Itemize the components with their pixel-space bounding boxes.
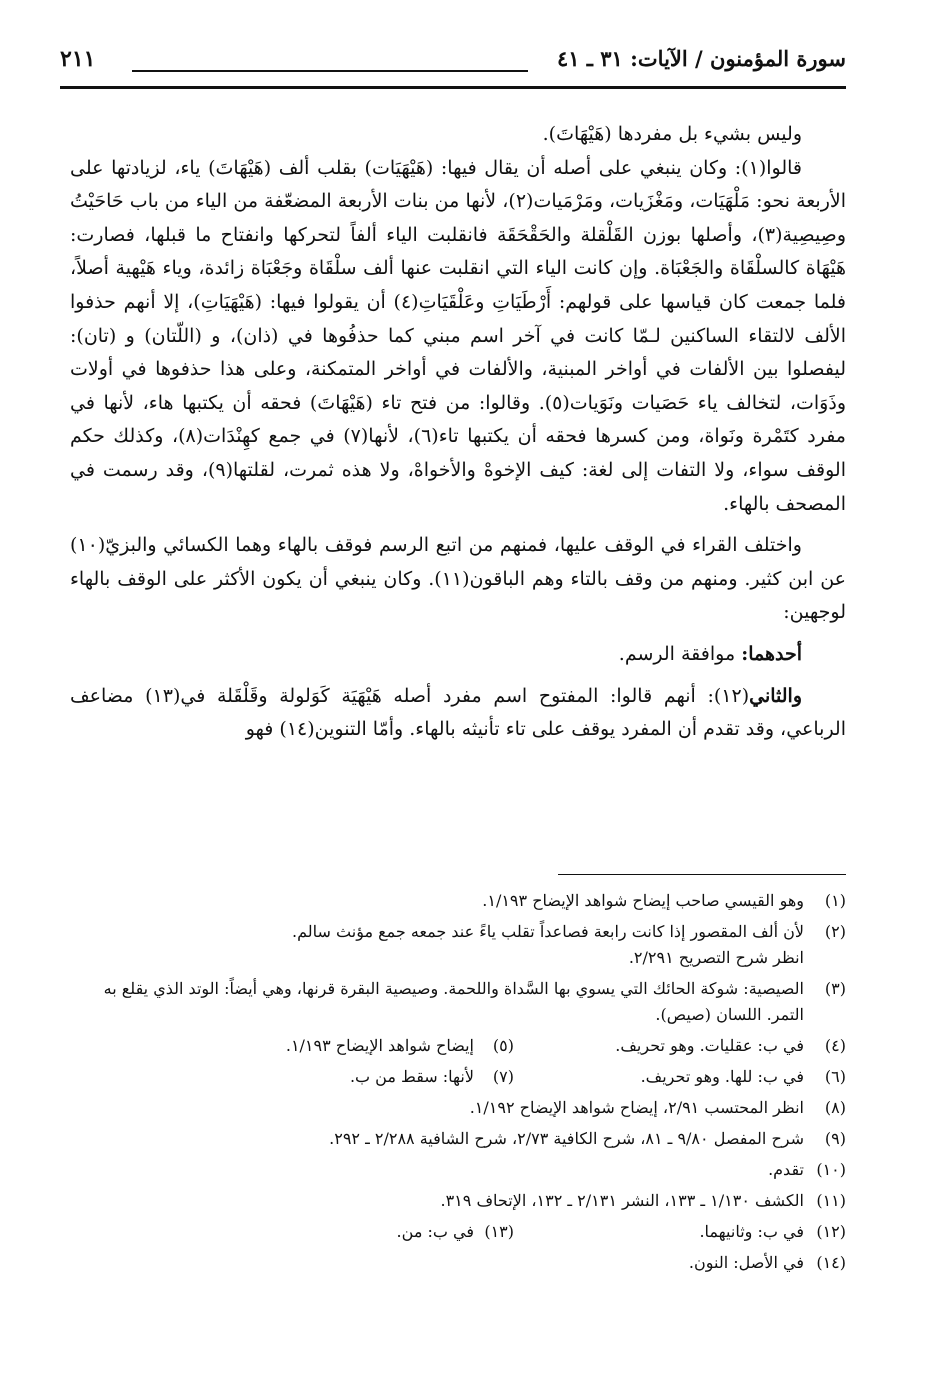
footnotes — [70, 888, 846, 1281]
footnote — [70, 888, 846, 914]
footnote — [70, 919, 846, 971]
footnote-text: في ب: وثانيهما. — [699, 1222, 804, 1241]
footnote-number: (٨) — [824, 1098, 846, 1117]
footnote — [70, 1188, 846, 1214]
page-header — [60, 44, 846, 89]
footnote-number: (٤) — [824, 1036, 846, 1055]
footnote — [70, 1250, 846, 1276]
footnote-number: (٢) — [824, 922, 846, 941]
paragraph — [70, 638, 846, 672]
footnote-text: وهو القيسي صاحب إيضاح شواهد الإيضاح ١/١٩٣. — [482, 891, 804, 910]
footnote — [70, 976, 846, 1028]
footnote-text: في ب: عقليات. وهو تحريف. — [615, 1036, 804, 1055]
running-title: سورة المؤمنون / الآيات: ٣١ ـ ٤١ — [556, 46, 846, 71]
main-text — [70, 118, 846, 747]
footnote-number: (٧) — [492, 1067, 514, 1086]
footnote-number: (٣) — [824, 979, 846, 998]
footnote-text: في ب: للها. وهو تحريف. — [640, 1067, 804, 1086]
footnote-number: (١٢) — [816, 1222, 846, 1241]
footnote-number: (١٤) — [816, 1253, 846, 1272]
footnote — [70, 1064, 846, 1090]
footnote-separator — [558, 874, 846, 875]
footnote-text: انظر المحتسب ٢/٩١، إيضاح شواهد الإيضاح ١/١٩٢. — [469, 1098, 804, 1117]
paragraph-text: موافقة الرسم. — [618, 642, 742, 665]
footnote-text: انظر شرح التصريح ٢/٢٩١. — [628, 948, 804, 967]
footnote-text: في ب: من. — [396, 1222, 474, 1241]
footnote-text: في الأصل: النون. — [688, 1253, 804, 1272]
footnote-text: إيضاح شواهد الإيضاح ١/١٩٣. — [285, 1036, 474, 1055]
header-rule — [132, 70, 528, 72]
footnote-text: تقدم. — [768, 1160, 804, 1179]
footnote — [70, 1033, 846, 1059]
footnote-text: لأن ألف المقصور إذا كانت رابعة فصاعداً تقلب ياءً عند جمعه جمع مؤنث سالم. — [292, 922, 804, 941]
footnote-number: (١٠) — [816, 1160, 846, 1179]
footnote — [70, 1126, 846, 1152]
paragraph: واختلف القراء في الوقف عليها، فمنهم من اتبع الرسم فوقف بالهاء وهما الكسائي والبزيّ(١٠) عن ابن كثير. ومنهم من وقف بالتاء وهم الباقون(١١). وكان ينبغي أن يكون الأكثر على الوقف بالهاء لوجهين: — [70, 534, 846, 624]
footnote-number: (١٣) — [484, 1222, 514, 1241]
footnote — [70, 1157, 846, 1183]
footnote-text: الصيصية: شوكة الحائك التي يسوي بها السَّداة واللحمة. وصيصية البقرة قرنها، وهي أيضاً: الوتد الذي يقلع به التمر. اللسان (صيص). — [103, 979, 804, 1024]
footnote-text: شرح المفصل ٩/٨٠ ـ ٨١، شرح الكافية ٢/٧٣، شرح الشافية ٢/٢٨٨ ـ ٢٩٢. — [329, 1129, 804, 1148]
footnote — [70, 1095, 846, 1121]
page-number: ٢١١ — [60, 46, 96, 72]
footnote-text: لأنها: سقط من ب. — [349, 1067, 474, 1086]
footnote — [70, 1219, 846, 1245]
footnote-number: (٥) — [492, 1036, 514, 1055]
footnote-text: الكشف ١/١٣٠ ـ ١٣٣، النشر ٢/١٣١ ـ ١٣٢، الإتحاف ٣١٩. — [440, 1191, 804, 1210]
footnote-number: (٦) — [824, 1067, 846, 1086]
paragraph: قالوا(١): وكان ينبغي على أصله أن يقال فيها: (هَيْهَيَات) بقلب ألف (هَيْهَاتَ) ياء، لزيادتها على الأربعة نحو: مَلْهَيَات، ومَغْزَيات، ومَرْمَيات(٢)، لأنها من بنات الأربعة المضعّفة من الياء من باب حَاحَيْتُ وصِيصِية(٣)، وأصلها بوزن القَلْقلة والحَقْحَقَة فانقلبت الياء ألفاً لتحركها وانفتاح ما قبلها، فصارت: هَيْهَاة كالسلْقَاة والجَعْبَاة. وإن كانت الياء التي انقلبت عنها ألف سلْقَاة وجَعْبَاة زائدة، وياء هَيْهية أصلاً، فلما جمعت كان قياسها على قولهم: أَرْطَيَاتِ وعَلْقَيَاتِ(٤) أن يقولوا فيها: (هَيْهَيَاتِ)، إلا أنهم حذفوا الألف لالتقاء الساكنين لـمّا كانت في آخر اسم مبني كما حذفُوها في (ذان)، و (اللّتان) و (تان): ليفصلوا بين الألفات في أواخر المبنية، والألفات في أواخر المتمكنة، وعلى هذا حذفوها في أولات وذَوَات، لتخالف ياء حَصَيات ونَوَيات(٥). وقالوا: من فتح تاء (هَيْهَاتَ) فحقه أن يكتبها هاء، لأنها في مفرد كتَمْرة ونَواة، ومن كسرها فحقه أن يكتبها تاء(٦)، لأنها(٧) في جمع كهِنْدَات(٨)، وكذلك حكم الوقف سواء، ولا التفات إلى لغة: كيف الإخوهْ والأخواهْ، ولا هذه ثمرت، لقلتها(٩)، وقد رسمت في المصحف بالهاء. — [70, 156, 847, 515]
paragraph-label: أحدهما: — [741, 642, 802, 665]
footnote-number: (١١) — [816, 1191, 846, 1210]
paragraph-text: (١٢): أنهم قالوا: المفتوح اسم مفرد أصله هَيْهَيَة كَوَلولة وقَلْقَلة في(١٣) مضاعف الرباعي، وقد تقدم أن المفرد يوقف على تاء تأنيثه بالهاء. وأمّا التنوين(١٤) فهو — [70, 684, 846, 741]
footnote-number: (١) — [824, 891, 846, 910]
paragraph-label: والثاني — [749, 684, 802, 707]
paragraph — [70, 680, 846, 747]
footnote-number: (٩) — [824, 1129, 846, 1148]
paragraph: وليس بشيء بل مفردها (هَيْهَاتَ). — [542, 123, 802, 145]
